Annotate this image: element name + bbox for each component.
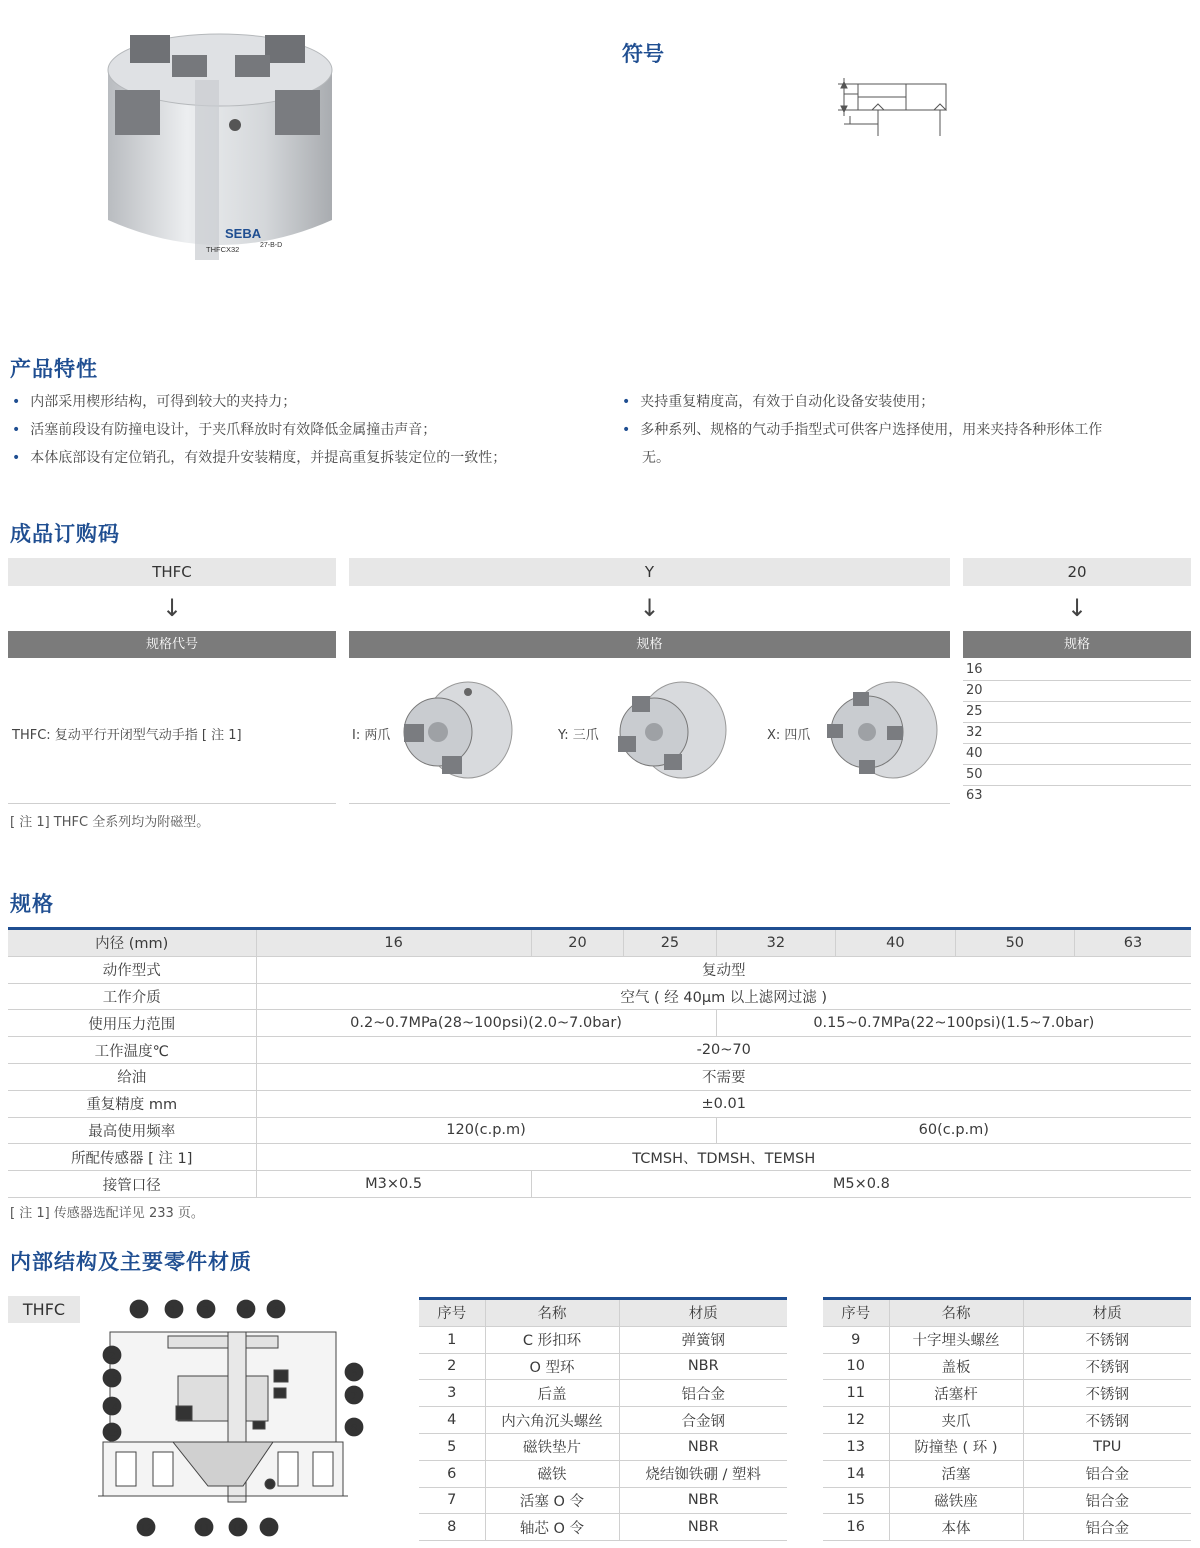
arrow-down-icon: ↓ <box>639 594 660 622</box>
table-cell: 63 <box>1075 929 1191 957</box>
table-cell: 3 <box>419 1380 485 1407</box>
callout-4: 4 <box>242 1305 250 1316</box>
callout-13: 13 <box>105 1428 119 1439</box>
product-photo <box>100 20 340 260</box>
table-cell: 32 <box>716 929 835 957</box>
table-row <box>8 956 1191 983</box>
table-row <box>419 1380 787 1407</box>
table-cell: 25 <box>624 929 716 957</box>
table-cell: 14 <box>823 1460 889 1487</box>
divider <box>8 803 336 804</box>
table-row <box>823 1514 1191 1541</box>
feature-item: • 活塞前段设有防撞电设计，于夹爪释放时有效降低金属撞击声音； <box>12 422 437 438</box>
table-cell: NBR <box>619 1353 787 1380</box>
type-option-four-jaw: X: 四爪 <box>767 728 811 743</box>
order-code-note: [ 注 1] THFC 全系列均为附磁型。 <box>10 815 210 830</box>
table-cell: 铝合金 <box>1023 1460 1191 1487</box>
table-cell: 弹簧钢 <box>619 1326 787 1353</box>
table-cell: 4 <box>419 1407 485 1434</box>
table-row <box>419 1326 787 1353</box>
table-cell: 接管口径 <box>8 1171 256 1198</box>
spec-table <box>8 927 1191 1198</box>
table-cell: 内径 (mm) <box>8 929 256 957</box>
structure-title: 内部结构及主要零件材质 <box>10 1250 252 1274</box>
table-cell: 11 <box>823 1380 889 1407</box>
callout-7: 7 <box>350 1391 358 1402</box>
table-row <box>419 1514 787 1541</box>
table-row <box>823 1326 1191 1353</box>
table-cell: 铝合金 <box>619 1380 787 1407</box>
table-row <box>419 1460 787 1487</box>
type-option-two-jaw: I: 两爪 <box>352 728 391 743</box>
table-row <box>419 1433 787 1460</box>
table-cell: 8 <box>419 1514 485 1541</box>
parts-table-right <box>823 1297 1191 1541</box>
table-cell: TCMSH、TDMSH、TEMSH <box>256 1144 1191 1171</box>
table-cell: 重复精度 mm <box>8 1090 256 1117</box>
table-cell: 空气 ( 经 40μm 以上滤网过滤 ) <box>256 983 1191 1010</box>
table-cell: 不需要 <box>256 1063 1191 1090</box>
table-row <box>823 1380 1191 1407</box>
pneumatic-symbol <box>830 74 955 136</box>
table-cell: 活塞 O 令 <box>485 1487 619 1514</box>
order-code-size-label: 规格 <box>963 631 1191 658</box>
table-cell: 1 <box>419 1326 485 1353</box>
callout-14: 14 <box>105 1402 119 1413</box>
size-option: 63 <box>966 788 983 803</box>
size-option: 25 <box>963 702 1191 723</box>
table-cell: 16 <box>256 929 531 957</box>
table-cell: NBR <box>619 1487 787 1514</box>
table-cell: 磁铁 <box>485 1460 619 1487</box>
table-cell: 40 <box>836 929 955 957</box>
table-cell: 合金钢 <box>619 1407 787 1434</box>
table-cell: 2 <box>419 1353 485 1380</box>
callout-15: 15 <box>105 1374 119 1385</box>
table-cell: 轴芯 O 令 <box>485 1514 619 1541</box>
table-row <box>823 1353 1191 1380</box>
size-option: 40 <box>963 744 1191 765</box>
table-row <box>419 1407 787 1434</box>
table-cell: ±0.01 <box>256 1090 1191 1117</box>
table-row <box>8 1144 1191 1171</box>
table-cell: 0.15~0.7MPa(22~100psi)(1.5~7.0bar) <box>716 1010 1191 1037</box>
model-label: THFCX32 <box>206 245 240 254</box>
table-row <box>823 1407 1191 1434</box>
table-cell: 磁铁座 <box>889 1487 1023 1514</box>
table-cell: 工作介质 <box>8 983 256 1010</box>
table-cell: 序号 <box>419 1299 485 1327</box>
table-cell: 使用压力范围 <box>8 1010 256 1037</box>
table-cell: 动作型式 <box>8 956 256 983</box>
feature-item: • 本体底部设有定位销孔，有效提升安装精度，并提高重复拆装定位的一致性； <box>12 450 507 466</box>
order-code-type-label: 规格 <box>349 631 950 658</box>
table-cell: M3×0.5 <box>256 1171 531 1198</box>
table-cell: 序号 <box>823 1299 889 1327</box>
table-header-row <box>823 1299 1191 1327</box>
table-row <box>8 1171 1191 1198</box>
table-cell: 本体 <box>889 1514 1023 1541</box>
features-left <box>12 388 506 472</box>
table-cell: 不锈钢 <box>1023 1407 1191 1434</box>
table-cell: 不锈钢 <box>1023 1380 1191 1407</box>
order-code-series: THFC <box>8 558 336 586</box>
table-cell: 7 <box>419 1487 485 1514</box>
model-code: 27-B-D <box>260 242 283 249</box>
table-cell: 盖板 <box>889 1353 1023 1380</box>
callout-12: 12 <box>139 1523 153 1534</box>
spec-note: [ 注 1] 传感器选配详见 233 页。 <box>10 1206 204 1221</box>
table-cell: 名称 <box>485 1299 619 1327</box>
table-row <box>8 983 1191 1010</box>
order-code-series-label: 规格代号 <box>8 631 336 658</box>
table-cell: 活塞杆 <box>889 1380 1023 1407</box>
feature-item: • 内部采用楔形结构，可得到较大的夹持力； <box>12 394 297 410</box>
table-cell: 十字埋头螺丝 <box>889 1326 1023 1353</box>
arrow-down-icon: ↓ <box>161 594 183 622</box>
size-option: 50 <box>963 765 1191 786</box>
table-row <box>419 1487 787 1514</box>
features-right <box>622 388 1102 472</box>
table-cell: 6 <box>419 1460 485 1487</box>
spec-title: 规格 <box>10 892 54 916</box>
parts-table-left <box>419 1297 787 1541</box>
table-cell: 材质 <box>619 1299 787 1327</box>
callout-1: 1 <box>170 1305 178 1316</box>
table-cell: O 型环 <box>485 1353 619 1380</box>
four-jaw-gripper-image <box>823 678 941 782</box>
table-cell: 复动型 <box>256 956 1191 983</box>
table-cell: 120(c.p.m) <box>256 1117 716 1144</box>
table-cell: 20 <box>531 929 623 957</box>
feature-item: 无。 <box>642 450 670 466</box>
callout-16: 16 <box>132 1305 146 1316</box>
table-cell: 9 <box>823 1326 889 1353</box>
table-cell: 给油 <box>8 1063 256 1090</box>
table-cell: 后盖 <box>485 1380 619 1407</box>
table-row <box>419 1353 787 1380</box>
size-list <box>963 660 1191 806</box>
three-jaw-gripper-image <box>612 678 730 782</box>
brand-logo: SEBA <box>225 226 262 241</box>
callout-5: 5 <box>350 1368 358 1379</box>
table-row <box>8 1010 1191 1037</box>
feature-item: • 多种系列、规格的气动手指型式可供客户选择使用，用来夹持各种形体工作 <box>622 422 1103 438</box>
table-cell: NBR <box>619 1514 787 1541</box>
table-cell: 铝合金 <box>1023 1514 1191 1541</box>
table-cell: 名称 <box>889 1299 1023 1327</box>
table-header-row <box>8 929 1191 957</box>
table-cell: 13 <box>823 1433 889 1460</box>
size-option: 20 <box>963 681 1191 702</box>
table-cell: TPU <box>1023 1433 1191 1460</box>
table-cell: 0.2~0.7MPa(28~100psi)(2.0~7.0bar) <box>256 1010 716 1037</box>
order-code-type: Y <box>349 558 950 586</box>
callout-11: 11 <box>197 1523 211 1534</box>
callout-2: 2 <box>108 1351 116 1362</box>
callout-9: 9 <box>265 1523 273 1534</box>
table-cell: 16 <box>823 1514 889 1541</box>
table-cell: 不锈钢 <box>1023 1326 1191 1353</box>
size-option: 16 <box>963 660 1191 681</box>
structure-series-tag: THFC <box>8 1296 80 1323</box>
table-row <box>823 1460 1191 1487</box>
order-code-title: 成品订购码 <box>10 522 120 546</box>
table-cell: 15 <box>823 1487 889 1514</box>
table-cell: 5 <box>419 1433 485 1460</box>
cross-section-diagram <box>98 1296 370 1542</box>
order-code-size: 20 <box>963 558 1191 586</box>
table-row <box>823 1487 1191 1514</box>
table-cell: 活塞 <box>889 1460 1023 1487</box>
callout-10: 10 <box>231 1523 245 1534</box>
callout-3: 3 <box>202 1305 210 1316</box>
table-cell: 铝合金 <box>1023 1487 1191 1514</box>
size-option: 32 <box>963 723 1191 744</box>
table-cell: 磁铁垫片 <box>485 1433 619 1460</box>
type-option-three-jaw: Y: 三爪 <box>558 728 599 743</box>
two-jaw-gripper-image <box>398 678 516 782</box>
table-cell: 夹爪 <box>889 1407 1023 1434</box>
callout-8: 8 <box>350 1423 358 1434</box>
table-cell: C 形扣环 <box>485 1326 619 1353</box>
table-cell: 工作温度℃ <box>8 1037 256 1064</box>
table-cell: 60(c.p.m) <box>716 1117 1191 1144</box>
table-cell: 内六角沉头螺丝 <box>485 1407 619 1434</box>
features-title: 产品特性 <box>10 357 98 381</box>
divider <box>349 803 950 804</box>
table-cell: 12 <box>823 1407 889 1434</box>
table-cell: 所配传感器 [ 注 1] <box>8 1144 256 1171</box>
symbol-title: 符号 <box>622 42 664 66</box>
table-row <box>8 1090 1191 1117</box>
table-cell: 防撞垫 ( 环 ) <box>889 1433 1023 1460</box>
table-row <box>8 1063 1191 1090</box>
table-row <box>823 1433 1191 1460</box>
table-cell: -20~70 <box>256 1037 1191 1064</box>
series-description: THFC: 复动平行开闭型气动手指 [ 注 1] <box>12 728 242 743</box>
table-cell: M5×0.8 <box>531 1171 1191 1198</box>
table-cell: 最高使用频率 <box>8 1117 256 1144</box>
table-row <box>8 1117 1191 1144</box>
callout-6: 6 <box>272 1305 280 1316</box>
table-cell: 材质 <box>1023 1299 1191 1327</box>
table-header-row <box>419 1299 787 1327</box>
table-cell: 烧结铷铁硼 / 塑料 <box>619 1460 787 1487</box>
table-cell: 不锈钢 <box>1023 1353 1191 1380</box>
table-row <box>8 1037 1191 1064</box>
table-cell: NBR <box>619 1433 787 1460</box>
table-cell: 10 <box>823 1353 889 1380</box>
feature-item: • 夹持重复精度高，有效于自动化设备安装使用； <box>622 394 935 410</box>
arrow-down-icon: ↓ <box>1066 594 1088 622</box>
table-cell: 50 <box>955 929 1074 957</box>
